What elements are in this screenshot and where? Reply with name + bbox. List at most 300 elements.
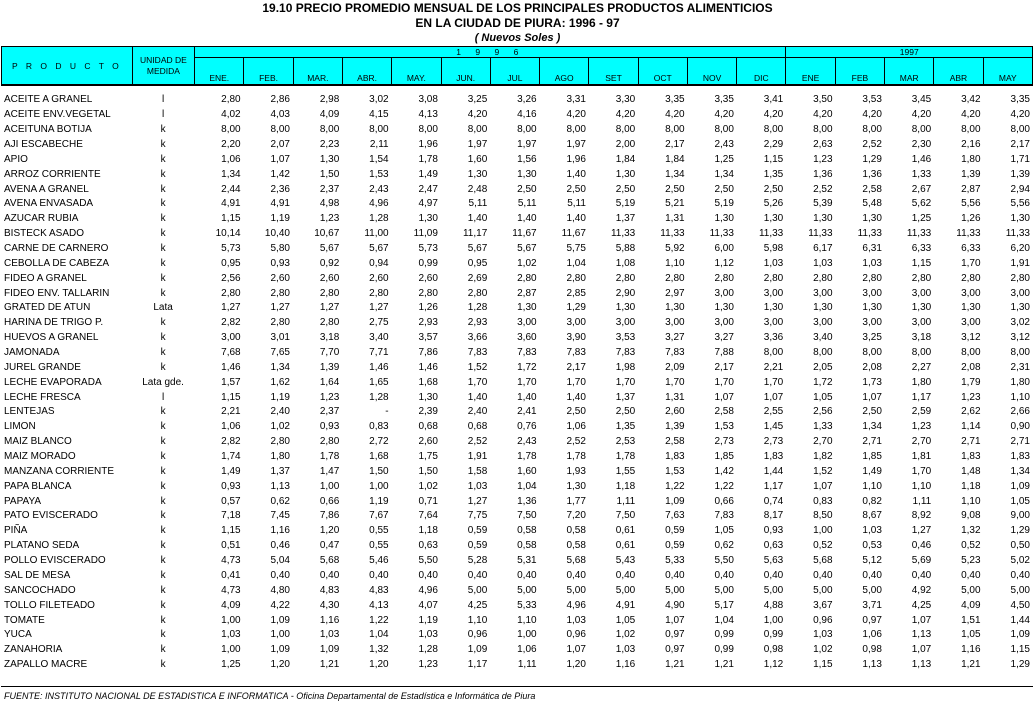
- price-cell: 5,67: [369, 243, 389, 255]
- price-cell: 1,42: [270, 168, 290, 180]
- table-row: [1, 108, 1033, 123]
- price-cell: 0,40: [714, 569, 734, 581]
- price-cell: 4,25: [911, 599, 932, 611]
- product-name: PAPAYA: [4, 495, 42, 507]
- header-month: JUL: [490, 58, 539, 86]
- price-cell: 1,20: [566, 659, 586, 671]
- price-cell: 1,16: [319, 614, 340, 626]
- price-cell: 1,77: [566, 495, 586, 507]
- price-cell: 2,31: [1010, 361, 1030, 373]
- price-cell: 1,03: [566, 614, 586, 626]
- price-cell: 3,40: [369, 332, 389, 344]
- price-cell: 1,23: [418, 659, 438, 671]
- product-unit: k: [160, 287, 166, 299]
- price-cell: 0,40: [270, 569, 290, 581]
- price-cell: 5,98: [763, 243, 784, 255]
- price-cell: 1,46: [418, 361, 438, 373]
- price-cell: 1,21: [319, 659, 340, 671]
- price-cell: 1,19: [369, 495, 389, 507]
- price-cell: 3,00: [911, 287, 932, 299]
- product-unit: k: [160, 495, 166, 507]
- price-cell: 0,98: [763, 644, 784, 656]
- price-cell: 0,96: [467, 629, 488, 641]
- price-cell: 2,52: [862, 139, 882, 150]
- price-cell: 4,20: [862, 109, 882, 121]
- price-cell: 2,40: [270, 406, 290, 418]
- product-name: ZANAHORIA: [4, 644, 63, 656]
- product-name: LECHE FRESCA: [4, 391, 81, 403]
- price-cell: 1,70: [615, 376, 636, 388]
- price-cell: 1,10: [467, 614, 488, 626]
- header-month: SET: [589, 58, 638, 86]
- product-unit: l: [161, 109, 165, 121]
- product-name: ACEITUNA BOTIJA: [4, 124, 92, 136]
- price-cell: 3,12: [961, 332, 981, 344]
- price-cell: 1,97: [517, 139, 537, 150]
- price-cell: 1,22: [369, 614, 389, 626]
- price-cell: 1,02: [813, 644, 833, 656]
- price-cell: 5,33: [517, 599, 537, 611]
- price-cell: 1,13: [911, 629, 932, 641]
- table-row: [1, 643, 1033, 658]
- price-cell: 0,95: [221, 257, 241, 269]
- price-cell: 5,04: [270, 555, 290, 567]
- product-name: TOMATE: [4, 614, 45, 626]
- price-cell: 7,64: [418, 510, 438, 522]
- price-cell: 1,52: [813, 465, 833, 477]
- price-cell: 3,36: [763, 332, 784, 344]
- price-cell: 2,73: [763, 436, 784, 448]
- price-cell: 1,03: [221, 629, 241, 641]
- price-cell: 11,33: [610, 228, 636, 240]
- price-cell: 1,06: [221, 153, 241, 165]
- price-cell: 11,33: [709, 228, 734, 240]
- price-cell: 1,30: [319, 153, 340, 165]
- price-cell: 1,05: [1010, 495, 1030, 507]
- price-cell: 1,23: [813, 153, 833, 165]
- price-cell: 1,10: [961, 495, 981, 507]
- price-cell: 0,61: [615, 540, 636, 552]
- price-cell: 2,47: [418, 183, 438, 195]
- product-name: JUREL GRANDE: [4, 361, 81, 373]
- price-cell: 1,03: [813, 629, 833, 641]
- price-cell: 3,02: [369, 94, 389, 106]
- price-cell: 5,00: [1010, 584, 1030, 596]
- price-cell: 1,09: [319, 644, 340, 656]
- price-cell: 1,83: [665, 451, 685, 463]
- price-cell: 2,07: [270, 139, 290, 150]
- price-cell: 2,72: [369, 436, 389, 448]
- price-cell: 3,00: [813, 287, 833, 299]
- price-cell: 2,80: [862, 272, 882, 284]
- price-cell: 0,59: [467, 540, 488, 552]
- price-cell: 0,52: [813, 540, 833, 552]
- price-cell: 1,28: [418, 644, 438, 656]
- price-cell: 2,90: [615, 287, 636, 299]
- price-cell: 1,40: [566, 168, 586, 180]
- price-cell: 1,13: [270, 480, 290, 492]
- table-row: [1, 524, 1033, 539]
- price-cell: 3,60: [517, 332, 537, 344]
- price-cell: 11,33: [1005, 228, 1030, 240]
- price-cell: 8,00: [961, 124, 981, 136]
- price-cell: 0,94: [369, 257, 389, 269]
- price-cell: 1,30: [714, 213, 734, 225]
- price-cell: 1,13: [862, 659, 882, 671]
- product-name: CEBOLLA DE CABEZA: [4, 257, 110, 269]
- product-unit: k: [160, 659, 166, 671]
- price-cell: 2,80: [1010, 272, 1030, 284]
- price-cell: 0,83: [369, 421, 389, 433]
- price-cell: 1,30: [813, 302, 833, 314]
- price-cell: 1,29: [566, 302, 586, 314]
- product-unit: Lata gde.: [142, 376, 184, 388]
- price-cell: 0,98: [862, 644, 882, 656]
- title-line-2: EN LA CIUDAD DE PIURA: 1996 - 97: [415, 16, 620, 30]
- price-cell: 8,17: [763, 510, 784, 522]
- price-cell: 2,82: [221, 436, 241, 448]
- price-cell: 2,98: [319, 94, 340, 106]
- price-table: [1, 93, 1033, 673]
- price-cell: 1,79: [961, 376, 981, 388]
- price-cell: 1,44: [1010, 614, 1030, 626]
- price-cell: 2,87: [517, 287, 537, 299]
- price-cell: 2,80: [714, 272, 734, 284]
- price-cell: 1,19: [270, 391, 290, 403]
- price-cell: 4,73: [221, 555, 241, 567]
- table-row: [1, 93, 1033, 108]
- price-cell: 7,75: [467, 510, 488, 522]
- price-cell: 2,11: [369, 139, 389, 150]
- price-cell: 1,15: [911, 257, 932, 269]
- price-cell: 1,06: [566, 421, 586, 433]
- price-cell: 4,20: [665, 109, 685, 121]
- price-cell: 0,66: [319, 495, 340, 507]
- price-cell: 2,80: [319, 436, 340, 448]
- price-cell: 2,48: [467, 183, 488, 195]
- price-cell: 1,70: [714, 376, 734, 388]
- price-cell: 1,17: [467, 659, 488, 671]
- price-cell: 4,20: [961, 109, 981, 121]
- price-cell: 1,00: [221, 644, 241, 656]
- price-cell: 1,53: [369, 168, 389, 180]
- product-unit: k: [160, 629, 166, 641]
- price-cell: 4,16: [517, 109, 537, 121]
- price-cell: 2,60: [319, 272, 340, 284]
- price-cell: 1,02: [615, 629, 636, 641]
- price-cell: 5,68: [813, 555, 833, 567]
- price-cell: 1,85: [862, 451, 882, 463]
- title-line-3: ( Nuevos Soles ): [474, 32, 561, 44]
- product-name: POLLO EVISCERADO: [4, 555, 106, 567]
- table-row: [1, 420, 1033, 435]
- price-cell: 3,18: [911, 332, 932, 344]
- price-cell: 5,21: [665, 198, 685, 210]
- price-cell: 5,02: [1010, 555, 1030, 567]
- table-row: [1, 301, 1033, 316]
- price-cell: 3,00: [862, 317, 882, 329]
- price-cell: 1,35: [615, 421, 636, 433]
- product-name: MAIZ MORADO: [4, 451, 76, 463]
- table-row: [1, 375, 1033, 390]
- table-row: [1, 539, 1033, 554]
- price-cell: 5,00: [714, 584, 734, 596]
- price-cell: 1,30: [615, 302, 636, 314]
- price-cell: 10,67: [314, 228, 340, 240]
- price-cell: 7,20: [566, 510, 586, 522]
- price-cell: 3,01: [270, 332, 290, 344]
- price-cell: 1,70: [566, 376, 586, 388]
- price-cell: 0,40: [763, 569, 784, 581]
- price-cell: 1,15: [221, 213, 241, 225]
- product-name: GRATED DE ATUN: [4, 302, 91, 314]
- price-cell: 5,43: [615, 555, 636, 567]
- price-cell: 1,80: [961, 153, 981, 165]
- price-cell: 4,88: [763, 599, 784, 611]
- product-unit: k: [160, 599, 166, 611]
- price-cell: 1,04: [369, 629, 389, 641]
- price-cell: 0,90: [1010, 421, 1030, 433]
- price-cell: 2,80: [369, 287, 389, 299]
- product-unit: k: [160, 510, 166, 522]
- price-cell: 7,70: [319, 347, 340, 359]
- price-cell: 5,73: [418, 243, 438, 255]
- price-cell: 11,33: [808, 228, 833, 240]
- price-cell: 1,75: [418, 451, 438, 463]
- price-cell: 2,17: [665, 139, 685, 150]
- price-cell: 0,71: [418, 495, 438, 507]
- header-month: OCT: [638, 58, 687, 86]
- price-cell: 1,26: [418, 302, 438, 314]
- header-month: MAR: [885, 58, 934, 86]
- price-cell: 0,51: [221, 540, 241, 552]
- price-cell: 1,30: [418, 391, 438, 403]
- product-unit: k: [160, 243, 166, 255]
- price-cell: 1,70: [665, 376, 685, 388]
- price-cell: 3,25: [467, 94, 488, 106]
- product-name: LECHE EVAPORADA: [4, 376, 102, 388]
- price-cell: 1,81: [911, 451, 932, 463]
- price-cell: 4,20: [911, 109, 932, 121]
- price-cell: 4,09: [221, 599, 241, 611]
- price-cell: 2,80: [270, 287, 290, 299]
- product-unit: k: [160, 451, 166, 463]
- price-cell: 5,67: [319, 243, 340, 255]
- price-cell: 3,25: [862, 332, 882, 344]
- price-cell: 3,00: [911, 317, 932, 329]
- price-cell: 1,06: [221, 421, 241, 433]
- price-cell: 1,23: [319, 213, 340, 225]
- price-cell: 0,63: [763, 540, 784, 552]
- price-cell: 1,56: [517, 153, 537, 165]
- price-cell: 1,54: [369, 153, 389, 165]
- price-cell: 1,11: [616, 495, 636, 507]
- price-cell: 2,60: [369, 272, 389, 284]
- price-cell: 1,72: [813, 376, 833, 388]
- price-cell: 2,36: [270, 183, 290, 195]
- table-row: [1, 286, 1033, 301]
- product-name: BISTECK ASADO: [4, 228, 85, 240]
- price-cell: 3,35: [1010, 94, 1030, 106]
- price-cell: 2,63: [813, 139, 833, 150]
- price-cell: 5,23: [961, 555, 981, 567]
- price-cell: 2,37: [319, 183, 340, 195]
- price-cell: 8,00: [714, 124, 734, 136]
- price-cell: 6,00: [714, 243, 734, 255]
- source-label: FUENTE: INSTITUTO NACIONAL DE ESTADISTICA E INFORMATICA: [4, 691, 289, 701]
- product-unit: k: [160, 198, 166, 210]
- price-cell: 5,00: [763, 584, 784, 596]
- price-cell: 2,52: [813, 183, 833, 195]
- price-cell: 7,83: [517, 347, 537, 359]
- price-cell: 1,60: [517, 465, 537, 477]
- price-cell: 1,27: [221, 302, 241, 314]
- price-cell: 1,05: [714, 525, 734, 537]
- price-cell: 5,56: [961, 198, 981, 210]
- table-row: [1, 197, 1033, 212]
- price-cell: 1,20: [369, 659, 389, 671]
- price-cell: 8,00: [911, 124, 932, 136]
- product-name: HARINA DE TRIGO P.: [4, 317, 104, 329]
- price-cell: 8,00: [1010, 347, 1030, 359]
- price-cell: 5,69: [911, 555, 932, 567]
- price-cell: 3,26: [517, 94, 537, 106]
- footer-rule: [1, 686, 1033, 687]
- table-row: [1, 509, 1033, 524]
- price-cell: 1,30: [862, 213, 882, 225]
- price-cell: 1,03: [862, 525, 882, 537]
- price-cell: 1,78: [418, 153, 438, 165]
- price-cell: 4,20: [1010, 109, 1030, 121]
- price-cell: 0,99: [418, 257, 438, 269]
- price-cell: 1,57: [221, 376, 241, 388]
- price-cell: 4,07: [418, 599, 438, 611]
- header-month: ENE: [786, 58, 835, 86]
- price-cell: 2,44: [221, 183, 241, 195]
- price-cell: 0,93: [221, 480, 241, 492]
- header-bottom-rule: [1, 84, 1033, 85]
- header-unit: UNIDAD DE MEDIDA: [132, 47, 194, 86]
- source-note: [4, 691, 535, 701]
- product-unit: k: [160, 183, 166, 195]
- product-name: TOLLO FILETEADO: [4, 599, 95, 611]
- price-cell: 3,27: [714, 332, 734, 344]
- price-cell: 5,39: [813, 198, 833, 210]
- product-name: ARROZ CORRIENTE: [4, 168, 101, 180]
- price-cell: 2,29: [763, 139, 784, 150]
- price-cell: 1,03: [862, 257, 882, 269]
- product-unit: k: [160, 213, 166, 225]
- price-cell: 1,34: [221, 168, 241, 180]
- price-cell: 1,82: [813, 451, 833, 463]
- price-cell: 1,36: [862, 168, 882, 180]
- price-cell: 3,08: [418, 94, 438, 106]
- price-cell: 1,30: [615, 168, 636, 180]
- price-cell: 0,57: [221, 495, 241, 507]
- price-cell: 1,42: [714, 465, 734, 477]
- price-cell: 11,33: [906, 228, 932, 240]
- price-cell: 2,80: [418, 287, 438, 299]
- price-cell: 0,59: [467, 525, 488, 537]
- price-cell: 4,20: [813, 109, 833, 121]
- price-cell: 3,00: [517, 317, 537, 329]
- table-row: [1, 658, 1033, 673]
- price-cell: 1,00: [221, 614, 241, 626]
- price-cell: 3,42: [961, 94, 981, 106]
- price-cell: 2,60: [418, 436, 438, 448]
- price-cell: 1,10: [862, 480, 882, 492]
- price-cell: 2,39: [418, 406, 438, 418]
- price-cell: 1,98: [615, 361, 636, 373]
- price-cell: 5,80: [270, 243, 290, 255]
- price-cell: 1,00: [763, 614, 784, 626]
- price-cell: 11,09: [413, 228, 438, 240]
- price-cell: 1,27: [319, 302, 340, 314]
- price-cell: 4,20: [566, 109, 586, 121]
- price-cell: 2,93: [418, 317, 438, 329]
- price-cell: 1,03: [319, 629, 340, 641]
- price-cell: 2,43: [714, 139, 734, 150]
- price-cell: 5,31: [517, 555, 537, 567]
- product-name: APIO: [4, 153, 28, 165]
- price-cell: 8,92: [911, 510, 932, 522]
- price-cell: 2,21: [221, 406, 241, 418]
- price-cell: 2,56: [221, 272, 241, 284]
- product-name: PIÑA: [4, 525, 28, 537]
- product-name: CARNE DE CARNERO: [4, 243, 109, 255]
- price-cell: 3,40: [813, 332, 833, 344]
- price-cell: 1,30: [813, 213, 833, 225]
- price-cell: 1,28: [369, 213, 389, 225]
- price-cell: 1,46: [911, 153, 932, 165]
- price-cell: 1,46: [369, 361, 389, 373]
- price-cell: 0,62: [270, 495, 290, 507]
- price-cell: 2,80: [467, 287, 488, 299]
- price-cell: 2,17: [714, 361, 734, 373]
- price-cell: 4,02: [221, 109, 241, 121]
- price-cell: 1,39: [1010, 168, 1030, 180]
- price-cell: 0,93: [270, 257, 290, 269]
- price-cell: 1,25: [911, 213, 932, 225]
- price-cell: 2,09: [665, 361, 685, 373]
- price-cell: 2,58: [714, 406, 734, 418]
- product-name: ACEITE A GRANEL: [4, 94, 93, 106]
- price-cell: 4,03: [270, 109, 290, 121]
- price-cell: 2,60: [270, 272, 290, 284]
- price-cell: 2,87: [961, 183, 981, 195]
- price-cell: 1,27: [911, 525, 932, 537]
- product-unit: k: [160, 614, 166, 626]
- price-cell: 8,00: [813, 124, 833, 136]
- price-cell: 6,17: [813, 243, 833, 255]
- table-row: [1, 464, 1033, 479]
- price-cell: 3,00: [763, 287, 784, 299]
- price-cell: 1,78: [319, 451, 340, 463]
- price-cell: 2,41: [517, 406, 537, 418]
- product-name: MAIZ BLANCO: [4, 436, 72, 448]
- price-cell: 5,19: [615, 198, 636, 210]
- price-cell: 3,00: [961, 317, 981, 329]
- price-cell: 7,65: [270, 347, 290, 359]
- price-cell: 2,80: [665, 272, 685, 284]
- price-cell: 4,91: [221, 198, 241, 210]
- price-cell: 1,08: [615, 257, 636, 269]
- price-cell: 5,26: [763, 198, 784, 210]
- price-cell: 1,13: [911, 659, 932, 671]
- header-month: AGO: [540, 58, 589, 86]
- price-cell: 1,68: [369, 451, 389, 463]
- price-cell: 1,40: [517, 213, 537, 225]
